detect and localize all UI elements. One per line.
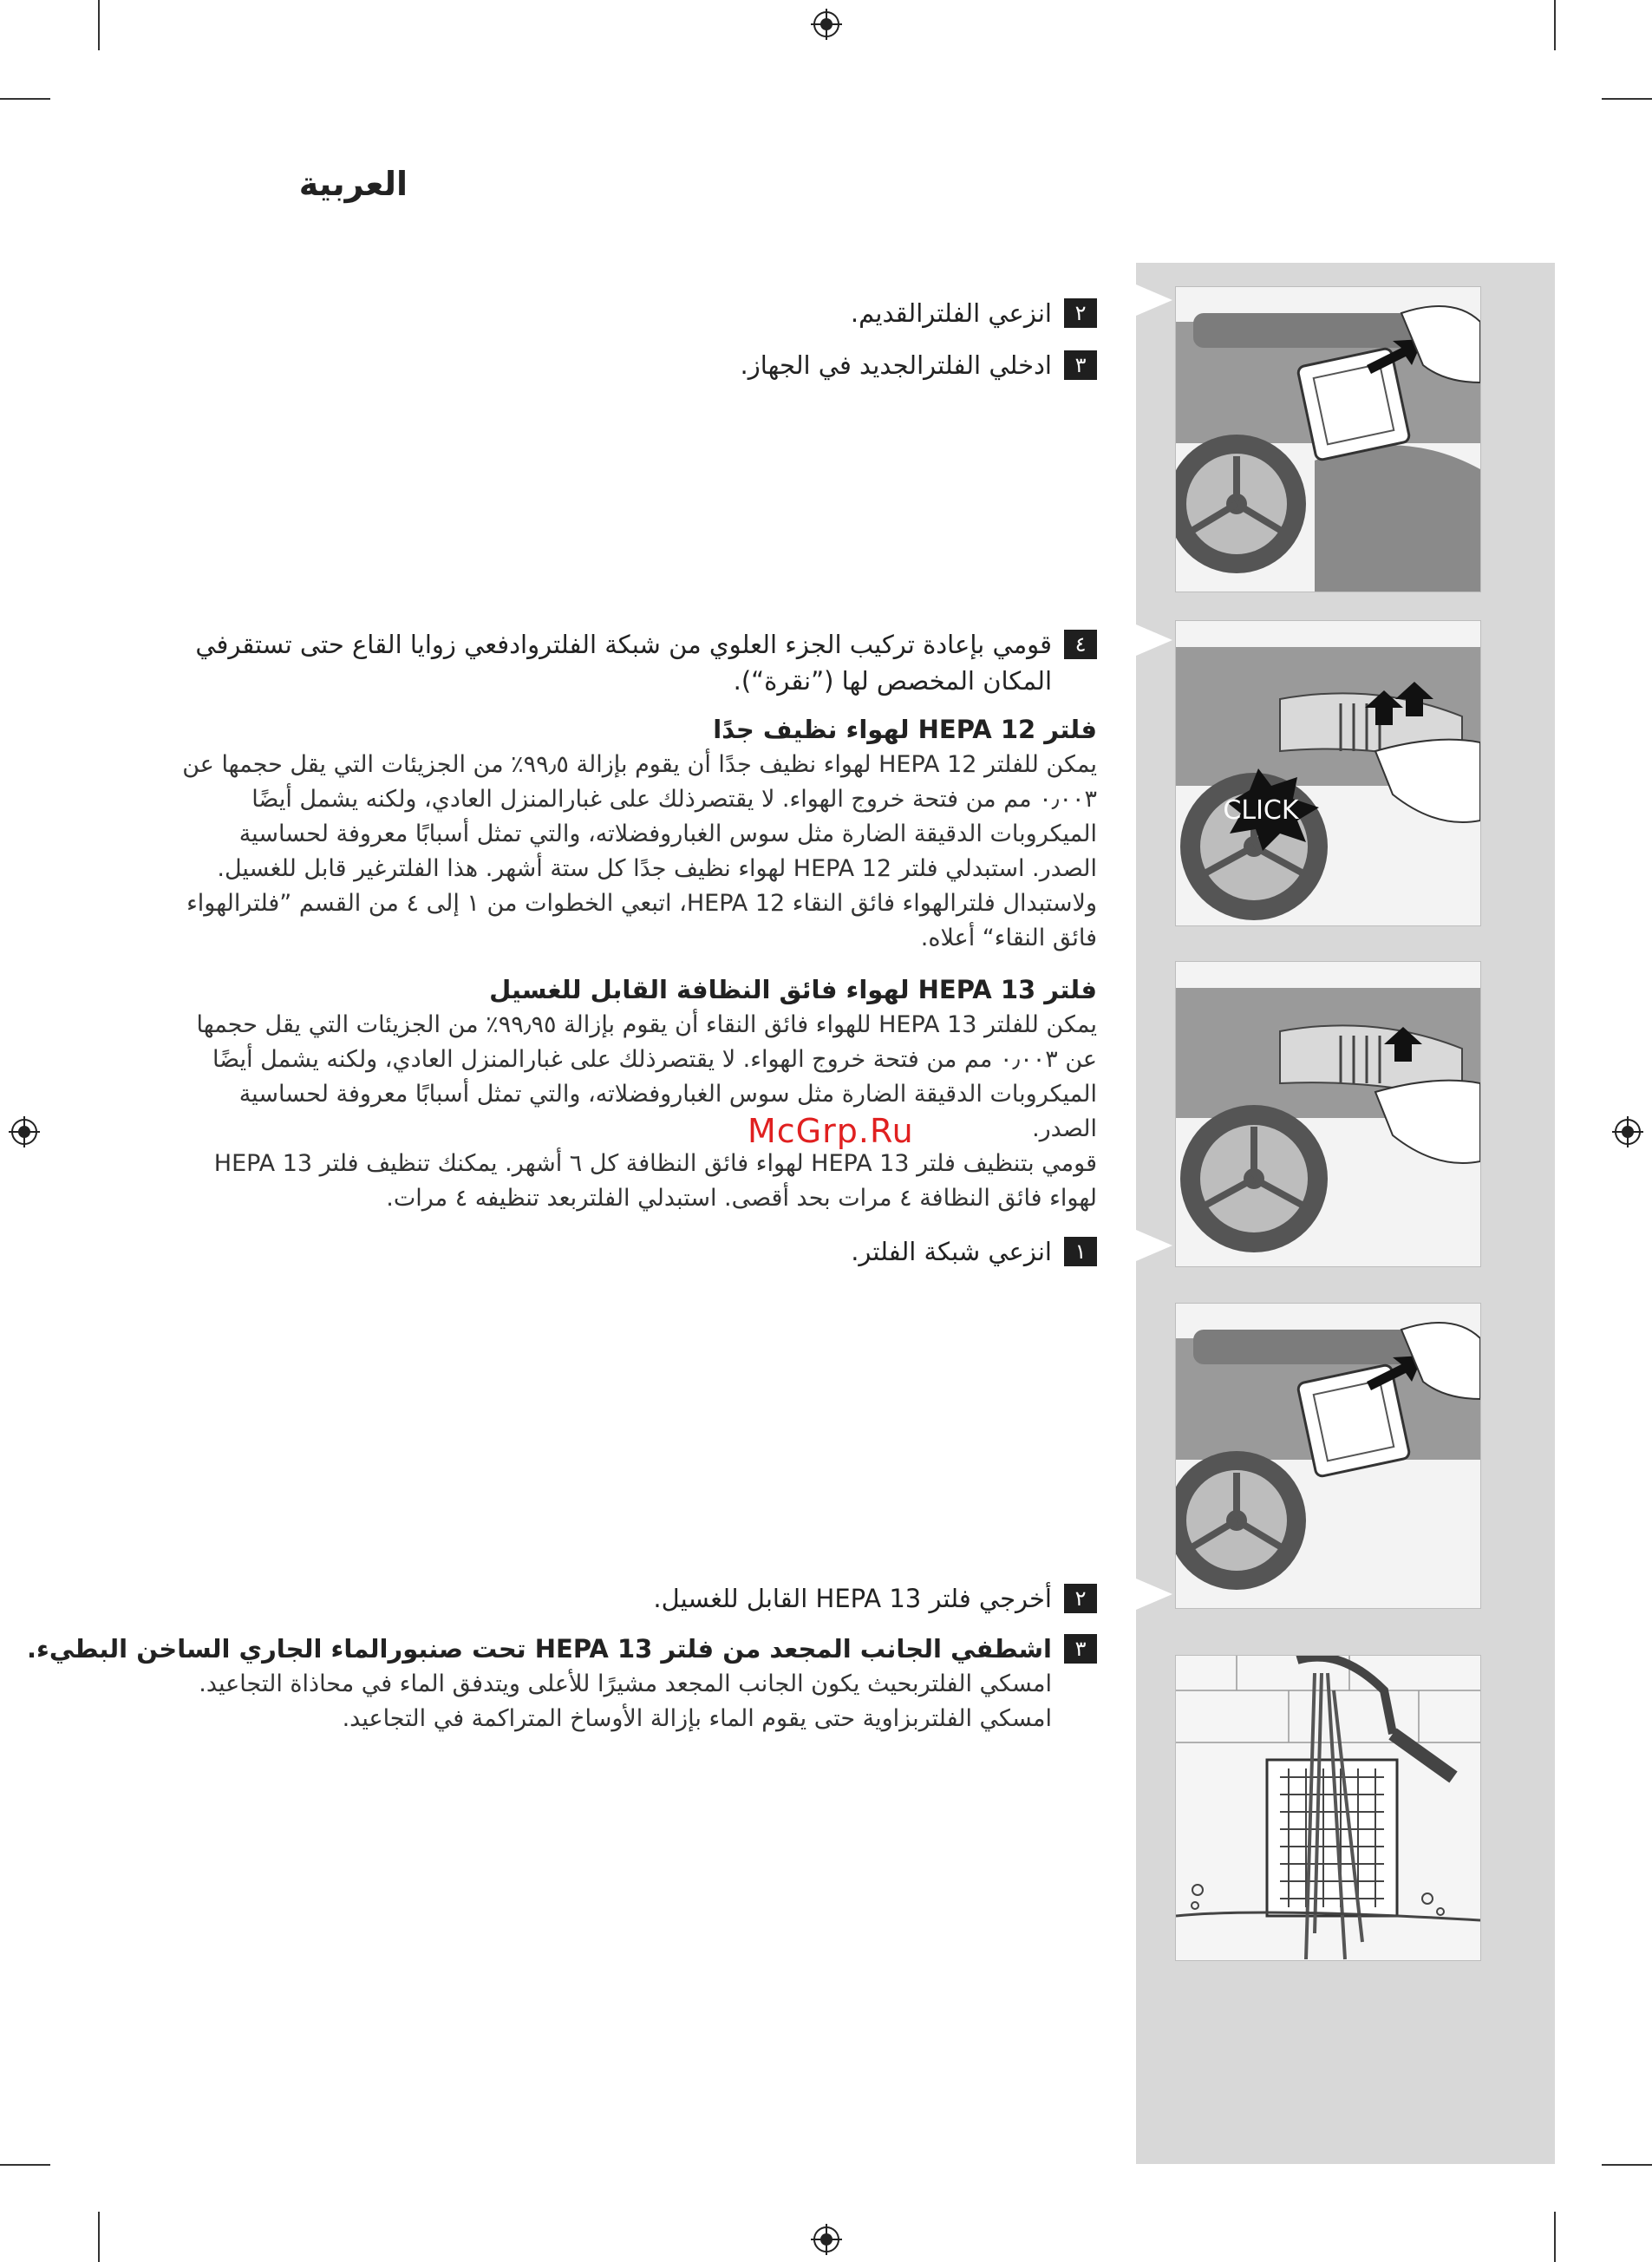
step-pointer — [1136, 1230, 1172, 1261]
crop-mark — [1602, 98, 1652, 100]
paragraph-line: عن ٠٫٠٠٣ مم من فتحة خروج الهواء. لا يقتصرذلك على غبارالمنزل العادي، ولكنه يشمل أيضًا — [212, 1046, 1097, 1073]
paragraph-line: الصدر. — [1032, 1115, 1097, 1142]
section-heading: فلتر HEPA 13 لهواء فائق النظافة القابل للغسيل — [489, 975, 1097, 1004]
paragraph-line: فائق النقاء“ أعلاه. — [920, 925, 1097, 951]
illustration-filter-grid — [1175, 961, 1481, 1267]
registration-mark-icon — [811, 9, 842, 40]
step-text: انزعي شبكة الفلتر. — [851, 1237, 1052, 1266]
hepa13-section — [197, 971, 1097, 1216]
step-number: ٢ — [1064, 1584, 1097, 1613]
illustration-filter-click — [1175, 620, 1481, 926]
step-text-line: قومي بإعادة تركيب الجزء العلوي من شبكة الفلتروادفعي زوايا القاع حتى تستقرفي — [195, 630, 1052, 659]
crop-mark — [98, 2212, 100, 2262]
step-number: ١ — [1064, 1237, 1097, 1266]
step-1-remove-grid — [851, 1233, 1097, 1270]
paragraph-line: الميكروبات الدقيقة الضارة مثل سوس الغباروفضلاته، والتي تمثل أسبابًا معروفة لحساسية — [238, 1081, 1097, 1108]
step-number: ٣ — [1064, 350, 1097, 380]
paragraph-line: ٠٫٠٠٣ مم من فتحة خروج الهواء. لا يقتصرذلك على غبارالمنزل العادي، ولكنه يشمل أيضًا — [251, 786, 1097, 813]
crop-mark — [1554, 0, 1556, 50]
hepa12-section — [182, 711, 1097, 956]
paragraph-line: قومي بتنظيف فلتر HEPA 13 لهواء فائق النظافة كل ٦ أشهر. يمكنك تنظيف فلتر HEPA 13 — [213, 1150, 1097, 1177]
step-number: ٤ — [1064, 630, 1097, 659]
illustration-hepa13-removal — [1175, 1303, 1481, 1609]
step-text: انزعي الفلترالقديم. — [850, 298, 1052, 328]
registration-mark-icon — [811, 2224, 842, 2255]
page-language-title: العربية — [298, 165, 408, 203]
step-3-rinse-filter — [27, 1631, 1097, 1736]
crop-mark — [1554, 2212, 1556, 2262]
registration-mark-icon — [9, 1116, 40, 1147]
watermark: McGrp.Ru — [748, 1112, 914, 1150]
step-text-line: امسكي الفلتربحيث يكون الجانب المجعد مشيرًا للأعلى ويتدفق الماء في محاذاة التجاعيد. — [199, 1670, 1052, 1697]
click-label: CLICK — [1223, 795, 1299, 826]
paragraph-line: يمكن للفلتر HEPA 12 لهواء نظيف جدًا أن يقوم بإزالة ٩٩٫٥٪ من الجزيئات التي يقل حجمها عن — [182, 751, 1097, 778]
paragraph-line: ولاستبدال فلترالهواء فائق النقاء HEPA 12، اتبعي الخطوات من ١ إلى ٤ من القسم ”فلترالهواء — [186, 890, 1097, 917]
step-2-remove-old-filter — [851, 295, 1097, 331]
crop-mark — [98, 0, 100, 50]
step-4-reattach-grid — [195, 626, 1097, 699]
step-3-insert-new-filter — [741, 347, 1097, 383]
crop-mark — [0, 98, 50, 100]
paragraph-line: لهواء فائق النظافة ٤ مرات بحد أقصى. استبدلي الفلتربعد تنظيفه ٤ مرات. — [386, 1185, 1097, 1212]
step-2-take-out-hepa13 — [653, 1580, 1097, 1617]
crop-mark — [0, 2164, 50, 2166]
illustration-rinse-filter — [1175, 1655, 1481, 1961]
step-text-line: المكان المخصص لها (”نقرة“). — [733, 666, 1052, 696]
registration-mark-icon — [1612, 1116, 1643, 1147]
step-text: ادخلي الفلترالجديد في الجهاز. — [740, 350, 1052, 380]
paragraph-line: يمكن للفلتر HEPA 13 للهواء فائق النقاء أن يقوم بإزالة ٩٩٫٩٥٪ من الجزيئات التي يقل حجمها — [196, 1011, 1097, 1038]
crop-mark — [1602, 2164, 1652, 2166]
step-text-line: امسكي الفلتربزاوية حتى يقوم الماء بإزالة الأوساخ المتراكمة في التجاعيد. — [342, 1705, 1052, 1732]
step-number: ٣ — [1064, 1634, 1097, 1664]
step-text-line: اشطفي الجانب المجعد من فلتر HEPA 13 تحت صنبورالماء الجاري الساخن البطيء. — [27, 1634, 1052, 1664]
step-pointer — [1136, 1579, 1172, 1610]
paragraph-line: الميكروبات الدقيقة الضارة مثل سوس الغباروفضلاته، والتي تمثل أسبابًا معروفة لحساسية — [238, 820, 1097, 847]
step-pointer — [1136, 284, 1172, 316]
illustration-filter-removal — [1175, 286, 1481, 592]
section-heading: فلتر HEPA 12 لهواء نظيف جدًا — [713, 715, 1097, 744]
step-text: أخرجي فلتر HEPA 13 القابل للغسيل. — [653, 1584, 1052, 1613]
step-pointer — [1136, 624, 1172, 656]
step-number: ٢ — [1064, 298, 1097, 328]
paragraph-line: الصدر. استبدلي فلتر HEPA 12 لهواء نظيف جدًا كل ستة أشهر. هذا الفلترغير قابل للغسيل. — [217, 855, 1097, 882]
